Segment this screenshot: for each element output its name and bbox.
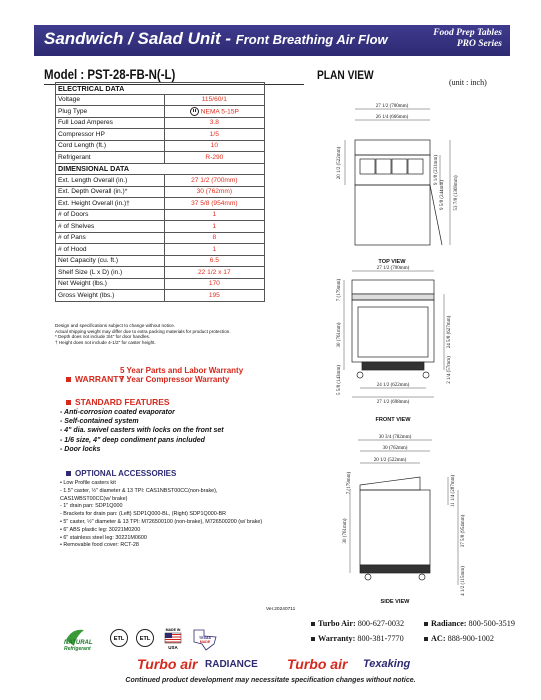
front-view-hood bbox=[352, 280, 434, 294]
contact-label: AC: bbox=[431, 634, 446, 643]
note-line: * Depth does not include 3/4" for door handles. bbox=[55, 334, 151, 340]
warranty-lines bbox=[120, 366, 243, 384]
row-label: Ext. Height Overall (in.)† bbox=[56, 198, 165, 210]
table-row bbox=[56, 175, 265, 187]
list-item: - Anti-corrosion coated evaporator bbox=[60, 409, 175, 416]
series-label bbox=[433, 28, 502, 50]
dim-label: 7 (179mm) bbox=[347, 471, 352, 495]
contact-label: Radiance: bbox=[431, 619, 467, 628]
dim-label: 27 1/2 (700mm) bbox=[376, 266, 410, 271]
row-label: Full Load Amperes bbox=[56, 117, 165, 129]
standard-features-title: STANDARD FEATURES bbox=[75, 397, 170, 407]
title-banner bbox=[34, 25, 510, 56]
refrigerant-text: Refrigerant bbox=[64, 646, 91, 652]
list-item: • 6" stainless steel leg: 30221M0600 bbox=[60, 534, 147, 541]
version-label: Ver.20240711 bbox=[266, 607, 296, 612]
list-item: • 6" ABS plastic leg: 30221M0200 bbox=[60, 526, 141, 533]
side-view-label: SIDE VIEW bbox=[380, 599, 410, 605]
row-label: Shelf Size (L x D) (in.) bbox=[56, 267, 165, 279]
dimensional-header: DIMENSIONAL DATA bbox=[56, 163, 265, 175]
row-label: Cord Length (ft.) bbox=[56, 140, 165, 152]
row-label: Plug Type bbox=[56, 106, 165, 118]
plug-value: NEMA 5-15P bbox=[200, 107, 239, 115]
list-item: • Low Profile casters kit bbox=[60, 480, 116, 486]
spec-table bbox=[55, 82, 265, 302]
etl-listed-badge bbox=[135, 628, 155, 648]
row-label: # of Shelves bbox=[56, 221, 165, 233]
note-line: Actual shipping weight may differ due to extra packing materials for product protection. bbox=[55, 328, 231, 334]
note-line: † Height does not include 4-1/2" for caster height. bbox=[55, 339, 156, 345]
optional-accessories-title: OPTIONAL ACCESSORIES bbox=[75, 469, 177, 478]
row-label: Compressor HP bbox=[56, 129, 165, 141]
front-view-grille bbox=[362, 362, 424, 370]
made-in-usa-badge bbox=[162, 626, 184, 652]
dim-label: 26 1/4 (666mm) bbox=[375, 115, 409, 120]
etl-text: ETL bbox=[139, 636, 151, 642]
pan bbox=[376, 159, 391, 174]
radiance-logo: RADIANCE bbox=[205, 659, 258, 670]
contact-phone: 800-381-7770 bbox=[357, 634, 404, 643]
square-bullet-icon bbox=[424, 637, 428, 641]
bullet-icon bbox=[66, 471, 71, 476]
dim-label: 30 3/4 (782mm) bbox=[378, 435, 412, 440]
technical-drawings bbox=[300, 85, 520, 615]
contact-radiance bbox=[424, 619, 515, 628]
caster-icon bbox=[423, 372, 429, 378]
dim-label: 30 (761mm) bbox=[337, 322, 342, 348]
pan bbox=[408, 159, 423, 174]
row-value: 115/60/1 bbox=[164, 94, 264, 106]
row-value: 1 bbox=[164, 221, 264, 233]
row-value: 37 5/8 (954mm) bbox=[164, 198, 264, 210]
side-view-lid bbox=[360, 477, 420, 490]
contact-turbo-air bbox=[311, 619, 404, 628]
flag-canton bbox=[165, 633, 172, 638]
caster-icon bbox=[357, 372, 363, 378]
row-label: Net Weight (lbs.) bbox=[56, 278, 165, 290]
row-value: 27 1/2 (700mm) bbox=[164, 175, 264, 187]
contact-phone: 800-627-0032 bbox=[357, 619, 405, 628]
dim-label: 27 1/2 (698mm) bbox=[376, 400, 410, 405]
texas-made-badge bbox=[190, 626, 220, 652]
row-value: 30 (762mm) bbox=[164, 186, 264, 198]
etl-text: ETL bbox=[113, 636, 125, 642]
dim-label: 11 1/4 (287mm) bbox=[451, 474, 456, 508]
natural-refrigerant-badge bbox=[62, 626, 102, 652]
plug-icon bbox=[190, 107, 199, 116]
list-item: - 1/6 size, 4" deep condiment pans included bbox=[60, 436, 205, 444]
list-item: - 1" drain pan: SDP1Q000 bbox=[60, 503, 123, 510]
front-view-body bbox=[352, 300, 434, 362]
front-view-drawing bbox=[352, 280, 434, 378]
electrical-header: ELECTRICAL DATA bbox=[56, 83, 265, 95]
table-row bbox=[56, 106, 265, 118]
row-value: 6.5 bbox=[164, 255, 264, 267]
standard-features-header bbox=[66, 397, 170, 407]
dim-label: 30 (761mm) bbox=[343, 518, 348, 544]
row-label: Net Capacity (cu. ft.) bbox=[56, 255, 165, 267]
table-row bbox=[56, 244, 265, 256]
list-item: CAS1WBST00CC(w/ brake) bbox=[60, 495, 128, 502]
contact-phone: 888-900-1002 bbox=[447, 634, 494, 643]
row-label: # of Doors bbox=[56, 209, 165, 221]
dim-label: 5 5/8 (143mm) bbox=[337, 365, 342, 395]
dim-label: 27 1/2 (700mm) bbox=[375, 104, 409, 109]
pan bbox=[360, 159, 375, 174]
warranty-line-1: 5 Year Parts and Labor Warranty bbox=[120, 366, 244, 375]
model-label: Model : PST-28-FB-N(-L) bbox=[44, 66, 176, 82]
title-main: Sandwich / Salad Unit - bbox=[44, 29, 236, 48]
dim-label: 37 5/8 (954mm) bbox=[461, 514, 466, 548]
row-value: 10 bbox=[164, 140, 264, 152]
dim-label: 20 1/2 (522mm) bbox=[337, 146, 342, 180]
list-item: - 4" dia. swivel casters with locks on the front set bbox=[60, 427, 224, 435]
bullet-icon bbox=[66, 400, 71, 405]
dim-label: 53 7/8 (1369mm) bbox=[454, 175, 459, 211]
row-label: # of Hood bbox=[56, 244, 165, 256]
standard-features-list bbox=[60, 408, 224, 454]
row-value: 22 1/2 x 17 bbox=[164, 267, 264, 279]
dim-label: 4 1/2 (115mm) bbox=[461, 566, 466, 596]
dim-label: 20 1/2 (522mm) bbox=[373, 458, 407, 463]
dim-label: 9 5/8 (244mm) bbox=[440, 180, 445, 210]
dim-label: 24 1/2 (622mm) bbox=[376, 383, 410, 388]
contact-ac bbox=[424, 634, 494, 643]
table-row bbox=[56, 186, 265, 198]
table-row bbox=[56, 140, 265, 152]
optional-accessories-list bbox=[60, 480, 262, 550]
table-row bbox=[56, 278, 265, 290]
note-line: Design and specifications subject to change without notice. bbox=[55, 323, 176, 328]
series-line-2: PRO Series bbox=[456, 39, 502, 49]
top-view-body bbox=[355, 185, 430, 245]
row-value: 1 bbox=[164, 209, 264, 221]
row-label: Gross Weight (lbs.) bbox=[56, 290, 165, 302]
texaking-logo: Texaking bbox=[363, 658, 411, 670]
row-label: Refrigerant bbox=[56, 152, 165, 164]
square-bullet-icon bbox=[311, 622, 315, 626]
unit-label: (unit : inch) bbox=[449, 78, 487, 87]
row-label: Ext. Depth Overall (in.)* bbox=[56, 186, 165, 198]
texas-text: TEXAS bbox=[199, 636, 211, 640]
plan-view-label: PLAN VIEW bbox=[317, 68, 374, 82]
top-view-pan-cover bbox=[355, 140, 430, 155]
table-row bbox=[56, 232, 265, 244]
table-notes bbox=[55, 323, 270, 345]
warranty-line-2: 7 Year Compressor Warranty bbox=[120, 375, 230, 384]
contact-label: Turbo Air: bbox=[318, 619, 356, 628]
page-title bbox=[44, 29, 388, 49]
square-bullet-icon bbox=[424, 622, 428, 626]
contact-phone: 800-500-3519 bbox=[468, 619, 515, 628]
dim-label: 30 (762mm) bbox=[382, 446, 408, 451]
table-row bbox=[56, 94, 265, 106]
table-row bbox=[56, 290, 265, 302]
dim-label: 24 5/8 (627mm) bbox=[447, 315, 452, 349]
front-view-rail bbox=[352, 294, 434, 300]
table-row bbox=[56, 267, 265, 279]
table-row bbox=[56, 255, 265, 267]
table-row bbox=[56, 221, 265, 233]
top-view-pan-area bbox=[355, 155, 430, 185]
list-item: - 1.5" caster, ½" diameter & 13 TPI: CAS1NBST00CC(non-brake), bbox=[60, 487, 218, 494]
contact-label: Warranty: bbox=[318, 634, 356, 643]
row-label: Ext. Length Overall (in.) bbox=[56, 175, 165, 187]
natural-text: NATURAL bbox=[64, 640, 93, 646]
top-view-label: TOP VIEW bbox=[378, 259, 406, 265]
side-view-drawing bbox=[360, 477, 430, 580]
row-value: 170 bbox=[164, 278, 264, 290]
side-view-base bbox=[360, 565, 430, 573]
etl-sanitation-badge bbox=[109, 628, 129, 648]
list-item: • 5" caster, ½" diameter & 13 TPI: M726500100 (non-brake), M726500200 (w/ brake) bbox=[60, 518, 263, 525]
made-text: MADE bbox=[199, 640, 211, 644]
row-value: 195 bbox=[164, 290, 264, 302]
row-value: 8 bbox=[164, 232, 264, 244]
series-line-1: Food Prep Tables bbox=[433, 28, 502, 38]
brand-logos bbox=[137, 656, 457, 674]
title-subtitle: Front Breathing Air Flow bbox=[235, 32, 388, 47]
footer-note: Continued product development may necessitate specification changes without notice. bbox=[125, 677, 416, 684]
table-row bbox=[56, 129, 265, 141]
row-value: R-290 bbox=[164, 152, 264, 164]
square-bullet-icon bbox=[311, 637, 315, 641]
list-item: - Brackets for drain pan: (Left) SDP1Q000-BL, (Right) SDP1Q000-BR bbox=[60, 511, 226, 518]
row-value: 1/5 bbox=[164, 129, 264, 141]
table-row bbox=[56, 198, 265, 210]
turbo-air-logo: Turbo air bbox=[137, 656, 198, 672]
top-view-drawing bbox=[355, 140, 442, 245]
table-row bbox=[56, 152, 265, 164]
bullet-icon bbox=[66, 377, 71, 382]
list-item: - Door locks bbox=[60, 445, 101, 453]
row-label: # of Pans bbox=[56, 232, 165, 244]
row-value: 1 bbox=[164, 244, 264, 256]
row-value: 3.8 bbox=[164, 117, 264, 129]
row-label: Voltage bbox=[56, 94, 165, 106]
caster-icon bbox=[365, 574, 371, 580]
table-row bbox=[56, 117, 265, 129]
side-view-body bbox=[360, 490, 430, 565]
pan bbox=[392, 159, 407, 174]
dim-label: 2 1/4 (57mm) bbox=[447, 356, 452, 384]
turbo-air-logo-2: Turbo air bbox=[287, 656, 348, 672]
row-value bbox=[164, 106, 264, 118]
front-view-label: FRONT VIEW bbox=[375, 417, 411, 423]
contact-warranty bbox=[311, 634, 404, 643]
list-item: - Self-contained system bbox=[60, 418, 139, 426]
made-in-text: MADE IN bbox=[165, 628, 181, 632]
warranty-label-text: WARRANTY : bbox=[75, 374, 130, 384]
front-view-door bbox=[358, 307, 428, 357]
usa-text: USA bbox=[168, 645, 178, 650]
caster-icon bbox=[419, 574, 425, 580]
optional-accessories-header bbox=[66, 469, 176, 478]
table-row bbox=[56, 209, 265, 221]
dim-label: 9 1/8 (231mm) bbox=[434, 155, 439, 185]
list-item: • Removable food cover: RCT-28 bbox=[60, 542, 139, 549]
dim-label: 7 (179mm) bbox=[337, 278, 342, 302]
